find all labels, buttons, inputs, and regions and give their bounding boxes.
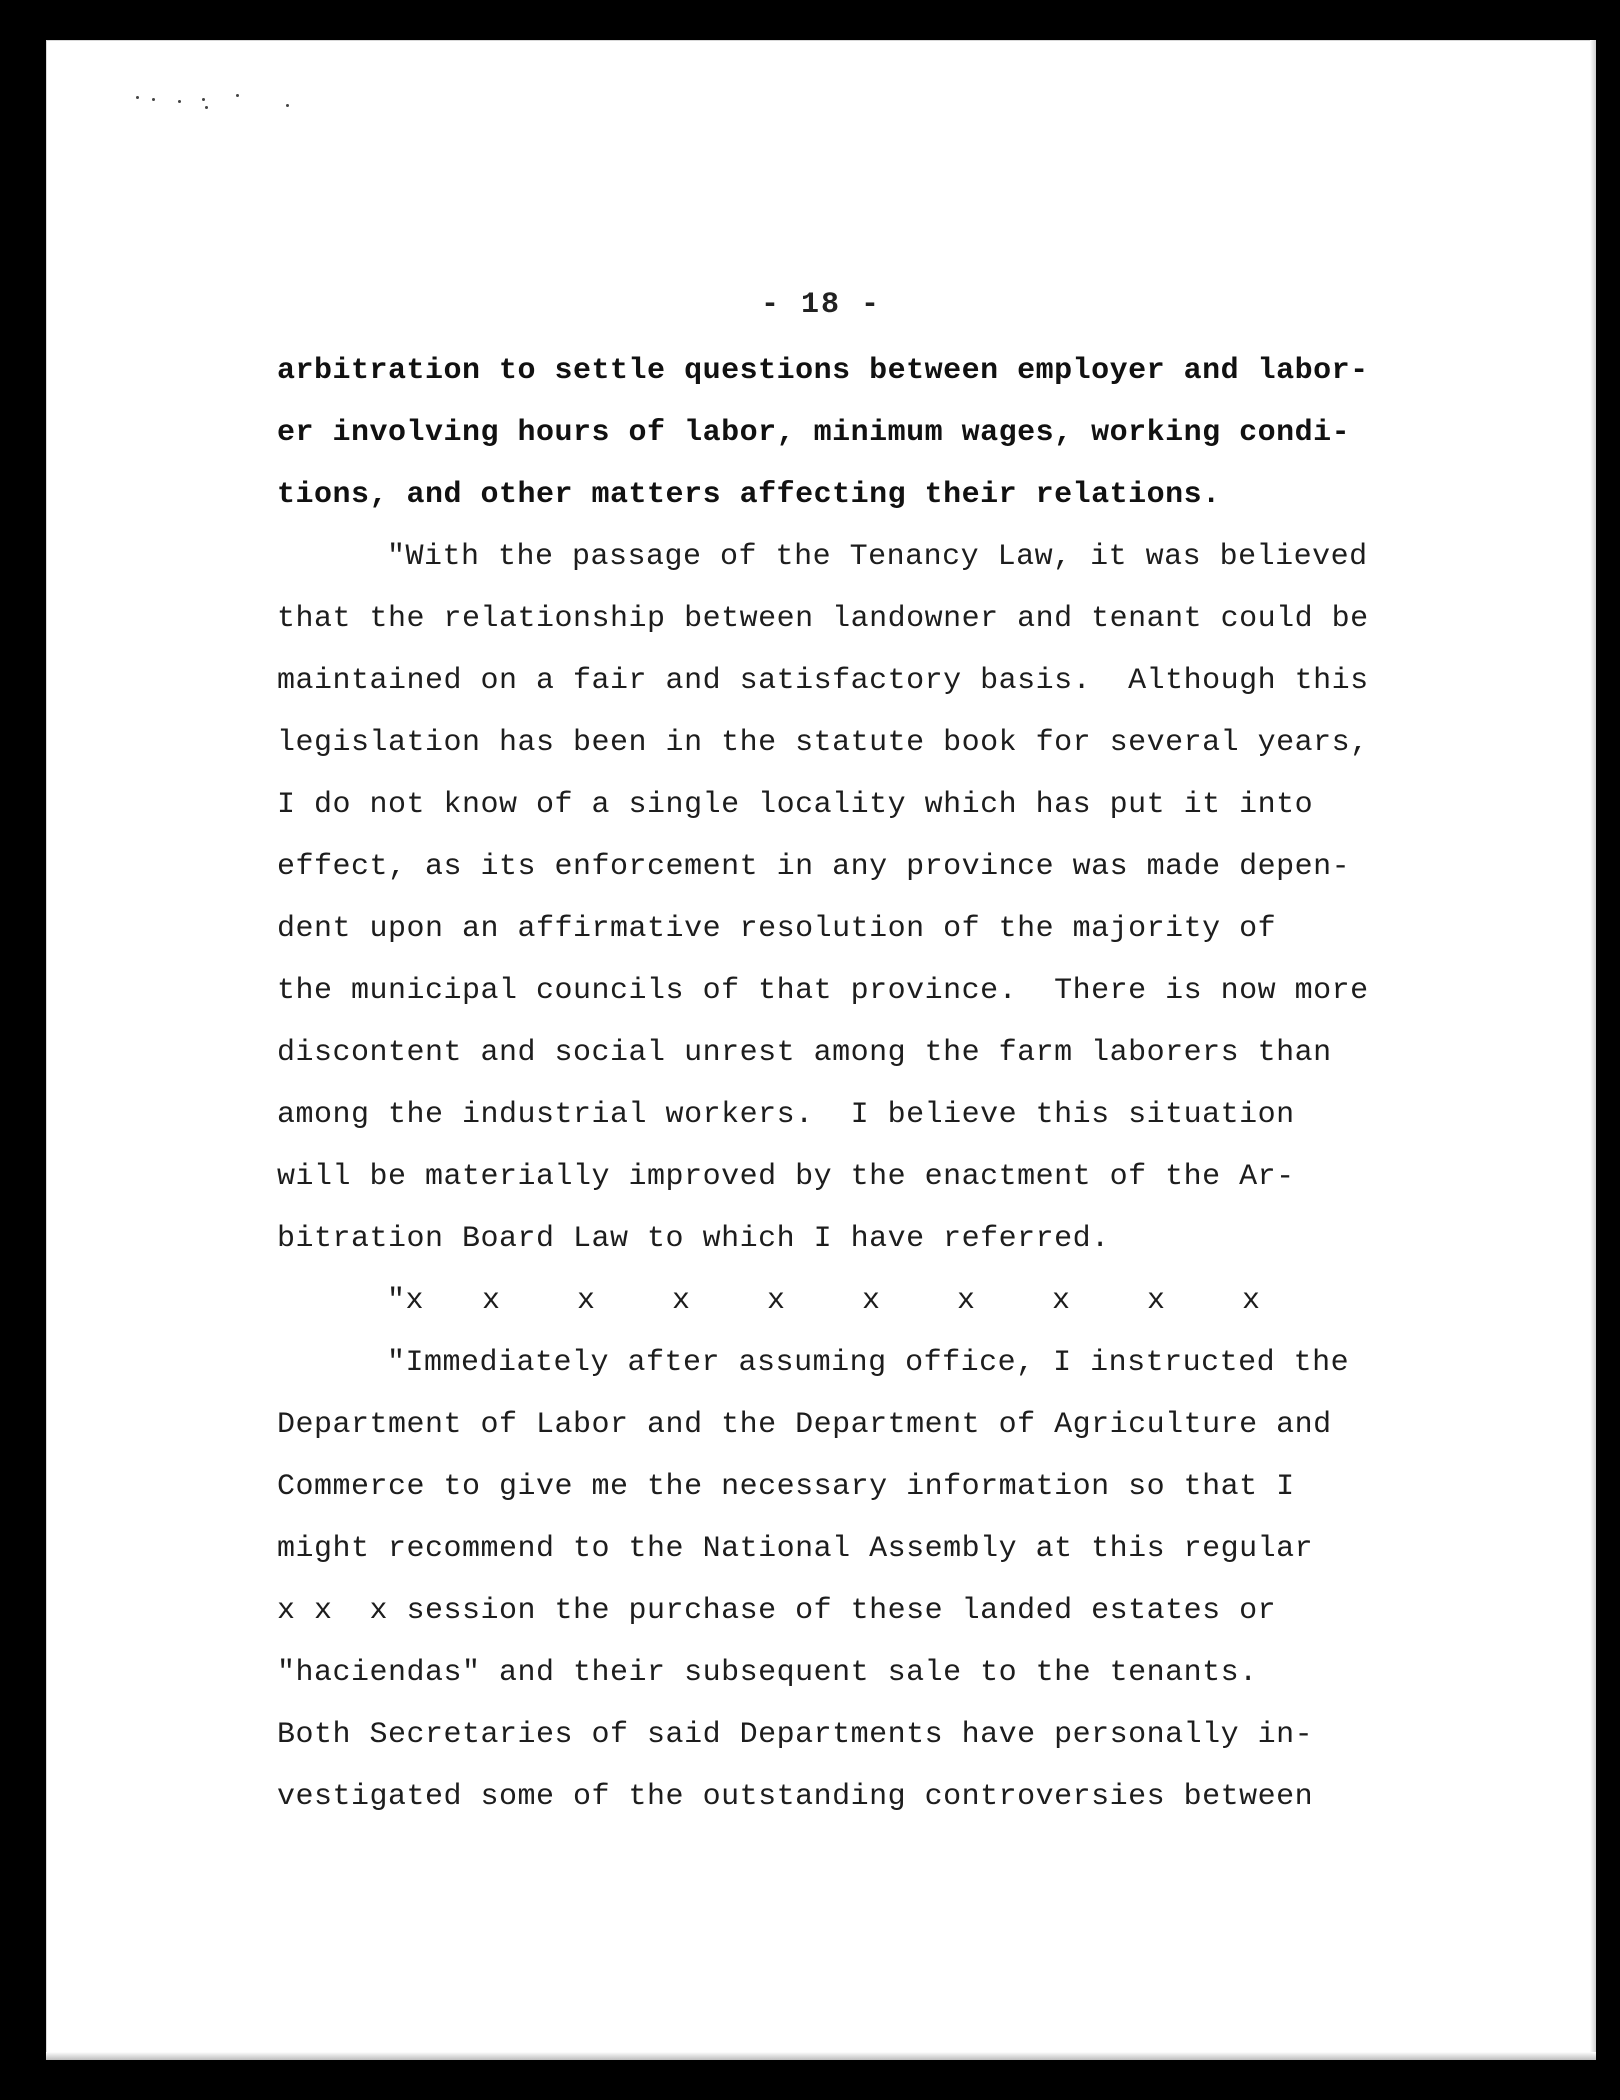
omission-mark: "x <box>387 1284 425 1318</box>
page-edge-bottom <box>46 2052 1596 2060</box>
text-line: might recommend to the National Assembly at this regular <box>277 1532 1314 1566</box>
text-line: I do not know of a single locality which has put it into <box>277 788 1314 822</box>
text-line: Both Secretaries of said Departments have personally in- <box>277 1718 1314 1752</box>
page-number: - 18 - <box>760 288 882 322</box>
text-line: vestigated some of the outstanding controversies between <box>277 1780 1314 1814</box>
text-line: Department of Labor and the Department of Agriculture and <box>277 1408 1332 1442</box>
omission-mark: x <box>1147 1284 1166 1318</box>
text-line: that the relationship between landowner and tenant could be <box>277 602 1369 636</box>
omission-mark: x <box>672 1284 691 1318</box>
omission-mark: x <box>862 1284 881 1318</box>
text-line: maintained on a fair and satisfactory basis. Although this <box>277 664 1369 698</box>
text-line: x x x session the purchase of these landed estates or <box>277 1594 1277 1628</box>
omission-mark: x <box>1242 1284 1261 1318</box>
text-line: the municipal councils of that province. There is now more <box>277 974 1369 1008</box>
text-line: dent upon an affirmative resolution of the majority of <box>277 912 1277 946</box>
omission-marks <box>277 1270 1457 1332</box>
text-line: "Immediately after assuming office, I instructed the <box>387 1346 1350 1380</box>
text-line: er involving hours of labor, minimum wages, working condi- <box>277 416 1351 450</box>
text-line: legislation has been in the statute book for several years, <box>277 726 1369 760</box>
text-line: arbitration to settle questions between employer and labor- <box>277 354 1369 388</box>
page-edge-right <box>1590 40 1596 2060</box>
text-line: effect, as its enforcement in any province was made depen- <box>277 850 1351 884</box>
text-line: "With the passage of the Tenancy Law, it was believed <box>387 540 1368 574</box>
text-line: "haciendas" and their subsequent sale to the tenants. <box>277 1656 1258 1690</box>
omission-mark: x <box>767 1284 786 1318</box>
scan-specks <box>126 80 326 110</box>
omission-mark: x <box>957 1284 976 1318</box>
omission-mark: x <box>577 1284 596 1318</box>
omission-mark: x <box>1052 1284 1071 1318</box>
text-line: discontent and social unrest among the farm laborers than <box>277 1036 1332 1070</box>
omission-mark: x <box>482 1284 501 1318</box>
text-line: will be materially improved by the enactment of the Ar- <box>277 1160 1295 1194</box>
text-line: Commerce to give me the necessary information so that I <box>277 1470 1295 1504</box>
typed-body <box>277 340 1457 1828</box>
text-line: tions, and other matters affecting their relations. <box>277 478 1221 512</box>
text-line: bitration Board Law to which I have referred. <box>277 1222 1110 1256</box>
text-line: among the industrial workers. I believe this situation <box>277 1098 1295 1132</box>
